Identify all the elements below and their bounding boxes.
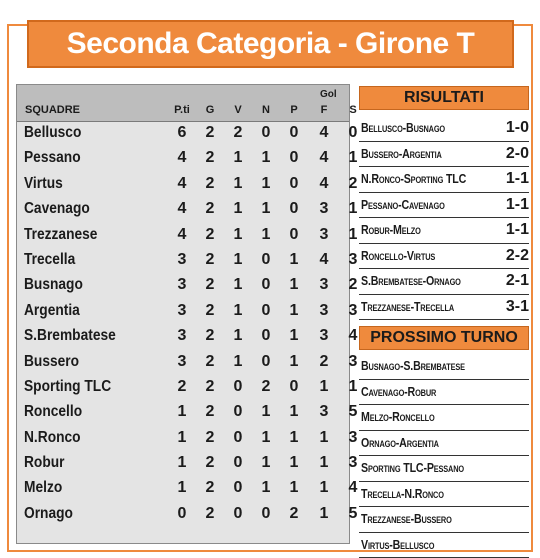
goals-against-cell: 4 bbox=[348, 327, 358, 345]
drawn-cell: 0 bbox=[261, 352, 271, 370]
team-name: Bussero bbox=[24, 352, 80, 370]
drawn-cell: 1 bbox=[261, 479, 271, 497]
drawn-cell: 0 bbox=[261, 250, 271, 268]
points-cell: 1 bbox=[177, 454, 187, 472]
lost-cell: 1 bbox=[289, 352, 299, 370]
goals-for-cell: 3 bbox=[319, 200, 329, 218]
goals-for-cell: 3 bbox=[319, 327, 329, 345]
result-item bbox=[359, 295, 529, 321]
title-banner bbox=[27, 20, 514, 68]
drawn-cell: 0 bbox=[261, 327, 271, 345]
header-goals-for: F bbox=[320, 104, 328, 116]
result-item bbox=[359, 218, 529, 244]
points-cell: 3 bbox=[177, 301, 187, 319]
next-round-item bbox=[359, 380, 529, 406]
result-match: Bussero-Argentia bbox=[361, 145, 442, 161]
result-item bbox=[359, 142, 529, 168]
drawn-cell: 0 bbox=[261, 504, 271, 522]
table-row bbox=[17, 476, 358, 501]
next-round-item bbox=[359, 431, 529, 457]
team-name: Virtus bbox=[24, 174, 63, 192]
next-round-match: Melzo-Roncello bbox=[361, 409, 435, 424]
result-match: S.Brembatese-Ornago bbox=[361, 273, 461, 288]
won-cell: 0 bbox=[233, 454, 243, 472]
points-cell: 1 bbox=[177, 403, 187, 421]
played-cell: 2 bbox=[205, 124, 215, 141]
won-cell: 1 bbox=[233, 352, 243, 370]
goals-against-cell: 3 bbox=[348, 454, 358, 472]
team-name: Ornago bbox=[24, 504, 73, 522]
played-cell: 2 bbox=[205, 377, 215, 395]
drawn-cell: 1 bbox=[261, 403, 271, 421]
header-gol: Gol bbox=[320, 89, 337, 100]
points-cell: 4 bbox=[177, 174, 187, 192]
team-name: Trezzanese bbox=[24, 225, 98, 243]
table-row bbox=[17, 248, 358, 273]
goals-against-cell: 0 bbox=[348, 124, 358, 141]
goals-for-cell: 4 bbox=[319, 149, 329, 167]
next-round-item bbox=[359, 456, 529, 482]
result-match: N.Ronco-Sporting TLC bbox=[361, 171, 467, 186]
drawn-cell: 0 bbox=[261, 276, 271, 294]
points-cell: 6 bbox=[177, 124, 187, 141]
table-row bbox=[17, 197, 358, 222]
points-cell: 4 bbox=[177, 200, 187, 218]
drawn-cell: 1 bbox=[261, 149, 271, 167]
points-cell: 1 bbox=[177, 479, 187, 497]
goals-against-cell: 2 bbox=[348, 276, 358, 294]
lost-cell: 0 bbox=[289, 124, 299, 141]
header-won: V bbox=[234, 104, 242, 116]
team-name: Sporting TLC bbox=[24, 377, 112, 395]
page-title: Seconda Categoria - Girone T bbox=[66, 27, 475, 60]
played-cell: 2 bbox=[205, 174, 215, 192]
result-match: Roncello-Virtus bbox=[361, 247, 436, 263]
lost-cell: 1 bbox=[289, 250, 299, 268]
next-round-list bbox=[359, 354, 529, 558]
result-score: 2-1 bbox=[505, 272, 529, 289]
goals-against-cell: 5 bbox=[348, 504, 358, 522]
played-cell: 2 bbox=[205, 479, 215, 497]
played-cell: 2 bbox=[205, 428, 215, 446]
goals-against-cell: 1 bbox=[348, 225, 358, 243]
result-score: 1-1 bbox=[505, 195, 529, 213]
team-name: Roncello bbox=[24, 403, 83, 421]
standings-rows bbox=[17, 121, 358, 527]
won-cell: 1 bbox=[233, 149, 243, 167]
won-cell: 0 bbox=[233, 504, 243, 522]
drawn-cell: 1 bbox=[261, 454, 271, 472]
result-score: 1-0 bbox=[505, 119, 529, 136]
result-item bbox=[359, 193, 529, 219]
team-name: Cavenago bbox=[24, 200, 90, 218]
drawn-cell: 2 bbox=[261, 377, 271, 395]
goals-against-cell: 3 bbox=[348, 250, 358, 268]
played-cell: 2 bbox=[205, 276, 215, 294]
played-cell: 2 bbox=[205, 352, 215, 370]
points-cell: 3 bbox=[177, 276, 187, 294]
result-match: Trezzanese-Trecella bbox=[361, 298, 455, 314]
lost-cell: 0 bbox=[289, 377, 299, 395]
goals-for-cell: 3 bbox=[319, 301, 329, 319]
lost-cell: 1 bbox=[289, 276, 299, 294]
table-row bbox=[17, 172, 358, 197]
result-item bbox=[359, 269, 529, 295]
table-row bbox=[17, 426, 358, 451]
goals-for-cell: 4 bbox=[319, 124, 329, 141]
team-name: Trecella bbox=[24, 250, 76, 268]
team-name: Argentia bbox=[24, 301, 80, 319]
lost-cell: 1 bbox=[289, 327, 299, 345]
table-row bbox=[17, 324, 358, 349]
played-cell: 2 bbox=[205, 301, 215, 319]
played-cell: 2 bbox=[205, 504, 215, 522]
table-row bbox=[17, 223, 358, 248]
results-title: RISULTATI bbox=[359, 86, 529, 110]
goals-for-cell: 2 bbox=[319, 352, 329, 370]
results-list bbox=[359, 116, 529, 320]
lost-cell: 0 bbox=[289, 225, 299, 243]
won-cell: 0 bbox=[233, 428, 243, 446]
goals-against-cell: 4 bbox=[348, 479, 358, 497]
won-cell: 1 bbox=[233, 327, 243, 345]
drawn-cell: 1 bbox=[261, 428, 271, 446]
goals-against-cell: 3 bbox=[348, 352, 358, 370]
goals-for-cell: 4 bbox=[319, 174, 329, 192]
next-round-item bbox=[359, 405, 529, 431]
next-round-match: Virtus-Bellusco bbox=[361, 536, 435, 552]
next-round-item bbox=[359, 354, 529, 380]
goals-against-cell: 5 bbox=[348, 403, 358, 421]
drawn-cell: 1 bbox=[261, 200, 271, 218]
played-cell: 2 bbox=[205, 327, 215, 345]
next-round-item bbox=[359, 533, 529, 558]
next-round-match: Busnago-S.Brembatese bbox=[361, 358, 465, 373]
standings-header bbox=[17, 85, 357, 122]
goals-against-cell: 2 bbox=[348, 174, 358, 192]
team-name: Busnago bbox=[24, 276, 83, 294]
result-score: 2-2 bbox=[505, 246, 529, 264]
points-cell: 1 bbox=[177, 428, 187, 446]
goals-for-cell: 1 bbox=[319, 377, 329, 395]
won-cell: 0 bbox=[233, 377, 243, 395]
goals-for-cell: 3 bbox=[319, 276, 329, 294]
goals-for-cell: 1 bbox=[319, 428, 329, 446]
lost-cell: 0 bbox=[289, 200, 299, 218]
next-round-match: Ornago-Argentia bbox=[361, 434, 439, 450]
lost-cell: 1 bbox=[289, 301, 299, 319]
points-cell: 3 bbox=[177, 327, 187, 345]
result-match: Robur-Melzo bbox=[361, 222, 421, 237]
played-cell: 2 bbox=[205, 250, 215, 268]
result-match: Pessano-Cavenago bbox=[361, 196, 445, 212]
lost-cell: 0 bbox=[289, 149, 299, 167]
header-lost: P bbox=[290, 104, 298, 116]
table-row bbox=[17, 350, 358, 375]
table-row bbox=[17, 121, 358, 146]
points-cell: 4 bbox=[177, 225, 187, 243]
team-name: S.Brembatese bbox=[24, 327, 116, 345]
goals-against-cell: 3 bbox=[348, 301, 358, 319]
table-row bbox=[17, 451, 358, 476]
won-cell: 1 bbox=[233, 174, 243, 192]
drawn-cell: 0 bbox=[261, 301, 271, 319]
goals-for-cell: 1 bbox=[319, 479, 329, 497]
result-item bbox=[359, 244, 529, 270]
goals-for-cell: 3 bbox=[319, 225, 329, 243]
goals-against-cell: 3 bbox=[348, 428, 358, 446]
drawn-cell: 1 bbox=[261, 225, 271, 243]
table-row bbox=[17, 502, 358, 527]
table-row bbox=[17, 273, 358, 298]
header-drawn: N bbox=[262, 104, 270, 116]
lost-cell: 1 bbox=[289, 454, 299, 472]
header-team: SQUADRE bbox=[25, 104, 81, 116]
played-cell: 2 bbox=[205, 200, 215, 218]
header-played: G bbox=[205, 104, 215, 116]
won-cell: 1 bbox=[233, 250, 243, 268]
points-cell: 2 bbox=[177, 377, 187, 395]
points-cell: 0 bbox=[177, 504, 187, 522]
team-name: Bellusco bbox=[24, 124, 82, 141]
header-goals-against: S bbox=[349, 104, 357, 116]
goals-against-cell: 1 bbox=[348, 377, 358, 395]
points-cell: 3 bbox=[177, 250, 187, 268]
won-cell: 1 bbox=[233, 200, 243, 218]
result-score: 2-0 bbox=[505, 144, 529, 162]
next-round-title: PROSSIMO TURNO bbox=[359, 326, 529, 350]
won-cell: 0 bbox=[233, 403, 243, 421]
table-row bbox=[17, 299, 358, 324]
result-score: 1-1 bbox=[505, 170, 529, 187]
goals-for-cell: 1 bbox=[319, 504, 329, 522]
played-cell: 2 bbox=[205, 149, 215, 167]
result-item bbox=[359, 167, 529, 193]
next-round-item bbox=[359, 482, 529, 508]
goals-for-cell: 4 bbox=[319, 250, 329, 268]
goals-for-cell: 3 bbox=[319, 403, 329, 421]
points-cell: 3 bbox=[177, 352, 187, 370]
next-round-match: Trezzanese-Bussero bbox=[361, 511, 452, 526]
won-cell: 1 bbox=[233, 301, 243, 319]
goals-against-cell: 1 bbox=[348, 200, 358, 218]
standings-table bbox=[16, 84, 358, 544]
lost-cell: 1 bbox=[289, 428, 299, 446]
goals-for-cell: 1 bbox=[319, 454, 329, 472]
table-row bbox=[17, 375, 358, 400]
won-cell: 0 bbox=[233, 479, 243, 497]
points-cell: 4 bbox=[177, 149, 187, 167]
played-cell: 2 bbox=[205, 454, 215, 472]
result-score: 1-1 bbox=[505, 221, 529, 238]
team-name: Pessano bbox=[24, 149, 81, 167]
goals-against-cell: 1 bbox=[348, 149, 358, 167]
next-round-match: Cavenago-Robur bbox=[361, 383, 437, 399]
result-item bbox=[359, 116, 529, 142]
result-score: 3-1 bbox=[505, 297, 529, 315]
team-name: N.Ronco bbox=[24, 428, 81, 446]
drawn-cell: 1 bbox=[261, 174, 271, 192]
next-round-match: Sporting TLC-Pessano bbox=[361, 460, 464, 475]
team-name: Melzo bbox=[24, 479, 63, 497]
lost-cell: 1 bbox=[289, 403, 299, 421]
lost-cell: 0 bbox=[289, 174, 299, 192]
won-cell: 1 bbox=[233, 276, 243, 294]
lost-cell: 2 bbox=[289, 504, 299, 522]
team-name: Robur bbox=[24, 454, 65, 472]
drawn-cell: 0 bbox=[261, 124, 271, 141]
result-match: Bellusco-Busnago bbox=[361, 120, 445, 135]
lost-cell: 1 bbox=[289, 479, 299, 497]
next-round-item bbox=[359, 507, 529, 533]
header-points: P.ti bbox=[174, 104, 190, 116]
won-cell: 1 bbox=[233, 225, 243, 243]
table-row bbox=[17, 400, 358, 425]
table-row bbox=[17, 146, 358, 171]
next-round-match: Trecella-N.Ronco bbox=[361, 485, 444, 501]
won-cell: 2 bbox=[233, 124, 243, 141]
played-cell: 2 bbox=[205, 225, 215, 243]
played-cell: 2 bbox=[205, 403, 215, 421]
